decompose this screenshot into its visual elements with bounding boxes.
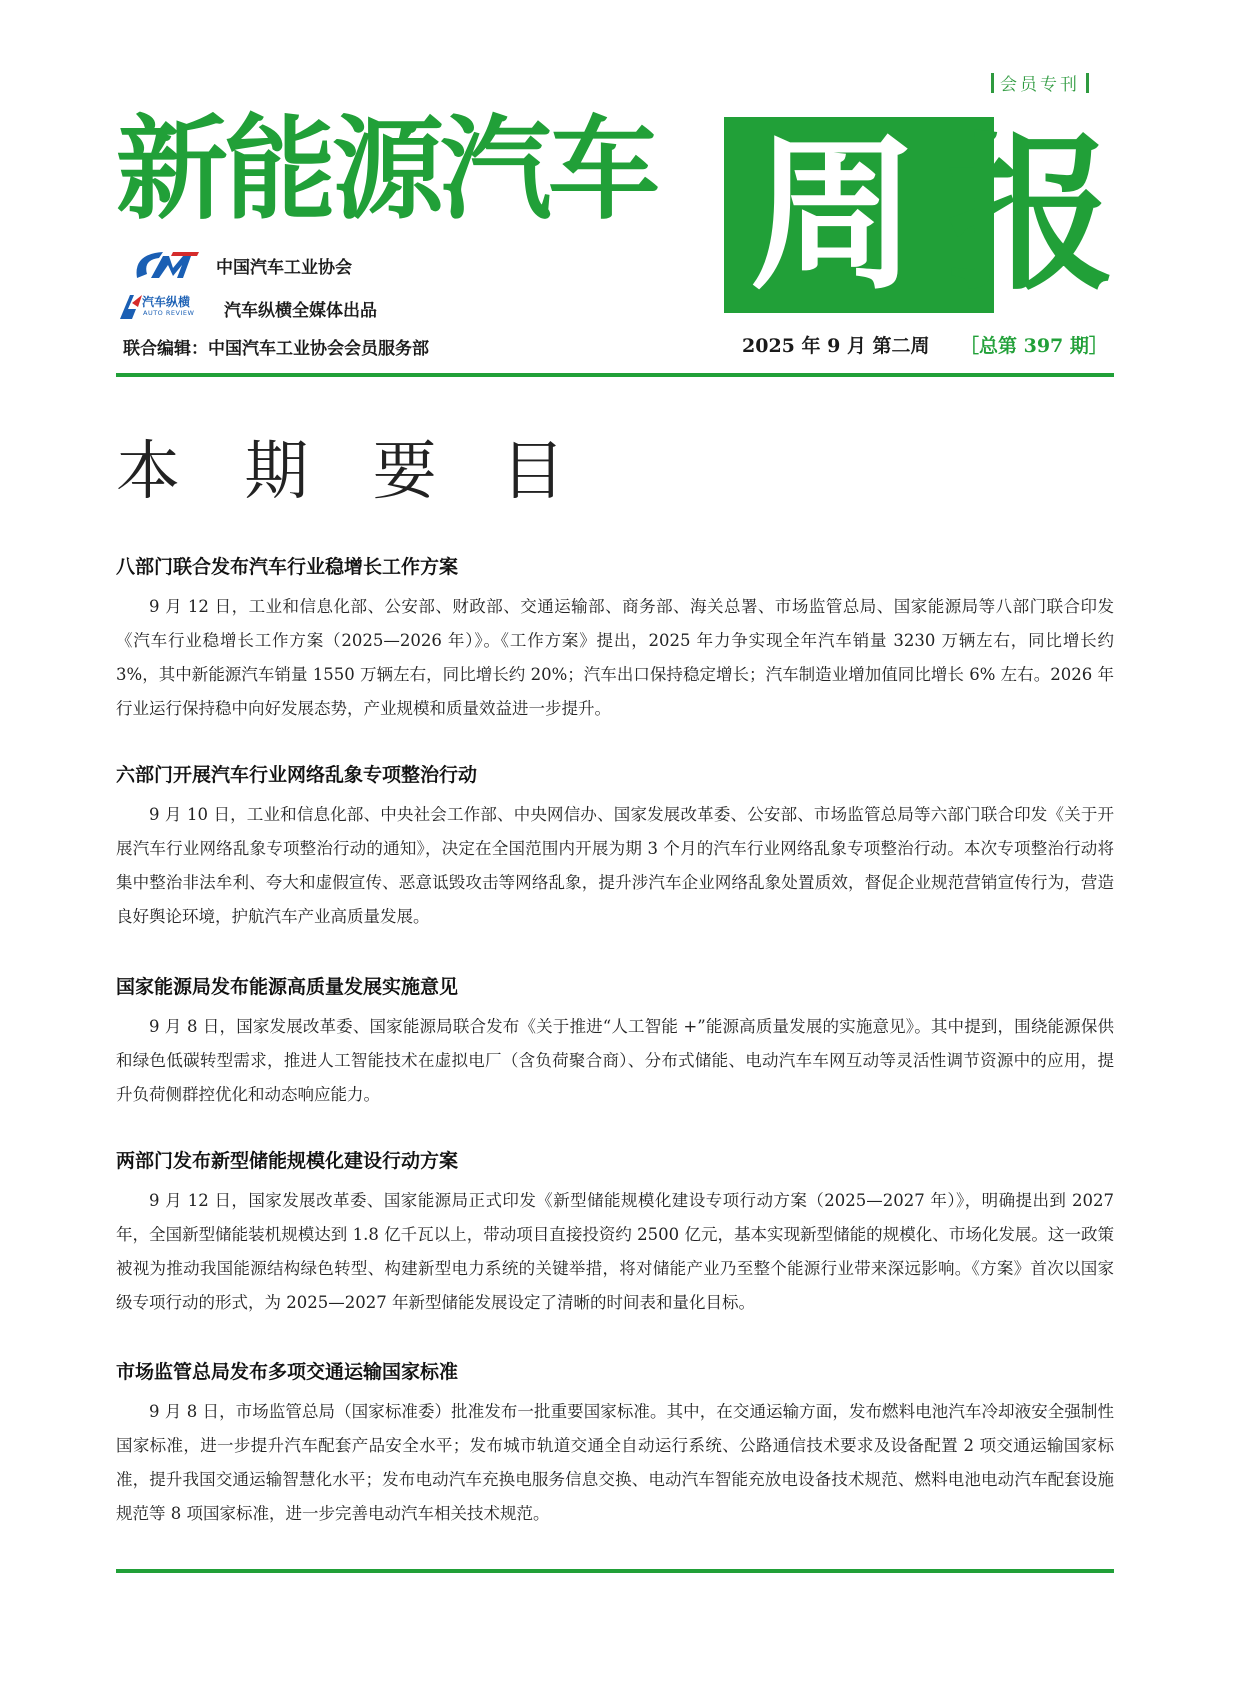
- member-label-right-bar: [1086, 73, 1089, 93]
- autoreview-logo-cn: 汽车纵横: [142, 295, 191, 309]
- caam-logo-icon: [133, 248, 201, 282]
- org-publisher: 汽车纵横全媒体出品: [224, 301, 377, 321]
- autoreview-mark-icon: [118, 293, 144, 321]
- article-4: [116, 1146, 1114, 1320]
- article-title: 国家能源局发布能源高质量发展实施意见: [116, 976, 459, 998]
- article-5: [116, 1357, 1114, 1531]
- header-divider: [116, 373, 1114, 377]
- footer-divider: [116, 1569, 1114, 1573]
- weekly-char-bao: 报: [947, 117, 1109, 313]
- article-title: 两部门发布新型储能规模化建设行动方案: [116, 1150, 459, 1172]
- article-title: 六部门开展汽车行业网络乱象专项整治行动: [116, 764, 478, 786]
- autoreview-logo: [118, 293, 216, 321]
- article-2: [116, 760, 1114, 934]
- weekly-char-zhou: 周: [750, 117, 912, 313]
- masthead-weekly: [724, 117, 1109, 313]
- joint-editor: 联合编辑：中国汽车工业协会会员服务部: [123, 339, 429, 359]
- article-1: [116, 552, 1114, 726]
- article-title: 八部门联合发布汽车行业稳增长工作方案: [116, 556, 459, 578]
- article-body: 9 月 12 日，国家发展改革委、国家能源局正式印发《新型储能规模化建设专项行动方案（2025—2027 年）》，明确提出到 2027 年，全国新型储能装机规模达到 1.8 亿千瓦以上，带动项目直接投资约 2500 亿元，基本实现新型储能的规模化、市场化发展。这一政策被视为推动我国能源结构绿色转型、构建新型电力系统的关键举措，将对储能产业乃至整个能源行业带来深远影响。《方案》首次以国家级专项行动的形式，为 2025—2027 年新型储能发展设定了清晰的时间表和量化目标。: [116, 1191, 1114, 1312]
- article-body: 9 月 8 日，市场监管总局（国家标准委）批准发布一批重要国家标准。其中，在交通运输方面，发布燃料电池汽车冷却液安全强制性国家标准，进一步提升汽车配套产品安全水平；发布城市轨道交通全自动运行系统、公路通信技术要求及设备配置 2 项交通运输国家标准，提升我国交通运输智慧化水平；发布电动汽车充换电服务信息交换、电动汽车智能充放电设备技术规范、燃料电池电动汽车配套设施规范等 8 项国家标准，进一步完善电动汽车相关技术规范。: [116, 1402, 1114, 1523]
- masthead-title: 新能源汽车: [116, 105, 656, 235]
- article-body: 9 月 10 日，工业和信息化部、中央社会工作部、中央网信办、国家发展改革委、公安部、市场监管总局等六部门联合印发《关于开展汽车行业网络乱象专项整治行动的通知》，决定在全国范围内开展为期 3 个月的汽车行业网络乱象专项整治行动。本次专项整治行动将集中整治非法牟利、夸大和虚假宣传、恶意诋毁攻击等网络乱象，提升涉汽车企业网络乱象处置质效，督促企业规范营销宣传行为，营造良好舆论环境，护航汽车产业高质量发展。: [116, 805, 1114, 926]
- member-label-text: 会员专刊: [1000, 75, 1080, 95]
- autoreview-logo-en: AUTO REVIEW: [143, 309, 195, 317]
- issue-date: 2025 年 9 月 第二周: [742, 335, 930, 357]
- contents-title: 本 期 要 目: [116, 435, 588, 509]
- member-label-left-bar: [991, 73, 994, 93]
- org-caam: 中国汽车工业协会: [216, 258, 352, 278]
- article-3: [116, 972, 1114, 1112]
- article-title: 市场监管总局发布多项交通运输国家标准: [116, 1361, 459, 1383]
- article-body: 9 月 8 日，国家发展改革委、国家能源局联合发布《关于推进“人工智能 +”能源高质量发展的实施意见》。其中提到，围绕能源保供和绿色低碳转型需求，推进人工智能技术在虚拟电厂（含负荷聚合商）、分布式储能、电动汽车车网互动等灵活性调节资源中的应用，提升负荷侧群控优化和动态响应能力。: [116, 1017, 1114, 1104]
- member-edition-label: [985, 70, 1095, 95]
- issue-number: ［总第 397 期］: [960, 335, 1108, 357]
- article-body: 9 月 12 日，工业和信息化部、公安部、财政部、交通运输部、商务部、海关总署、市场监管总局、国家能源局等八部门联合印发《汽车行业稳增长工作方案（2025—2026 年）》。《工作方案》提出，2025 年力争实现全年汽车销量 3230 万辆左右，同比增长约 3%，其中新能源汽车销量 1550 万辆左右，同比增长约 20%；汽车出口保持稳定增长；汽车制造业增加值同比增长 6% 左右。2026 年行业运行保持稳中向好发展态势，产业规模和质量效益进一步提升。: [116, 597, 1114, 718]
